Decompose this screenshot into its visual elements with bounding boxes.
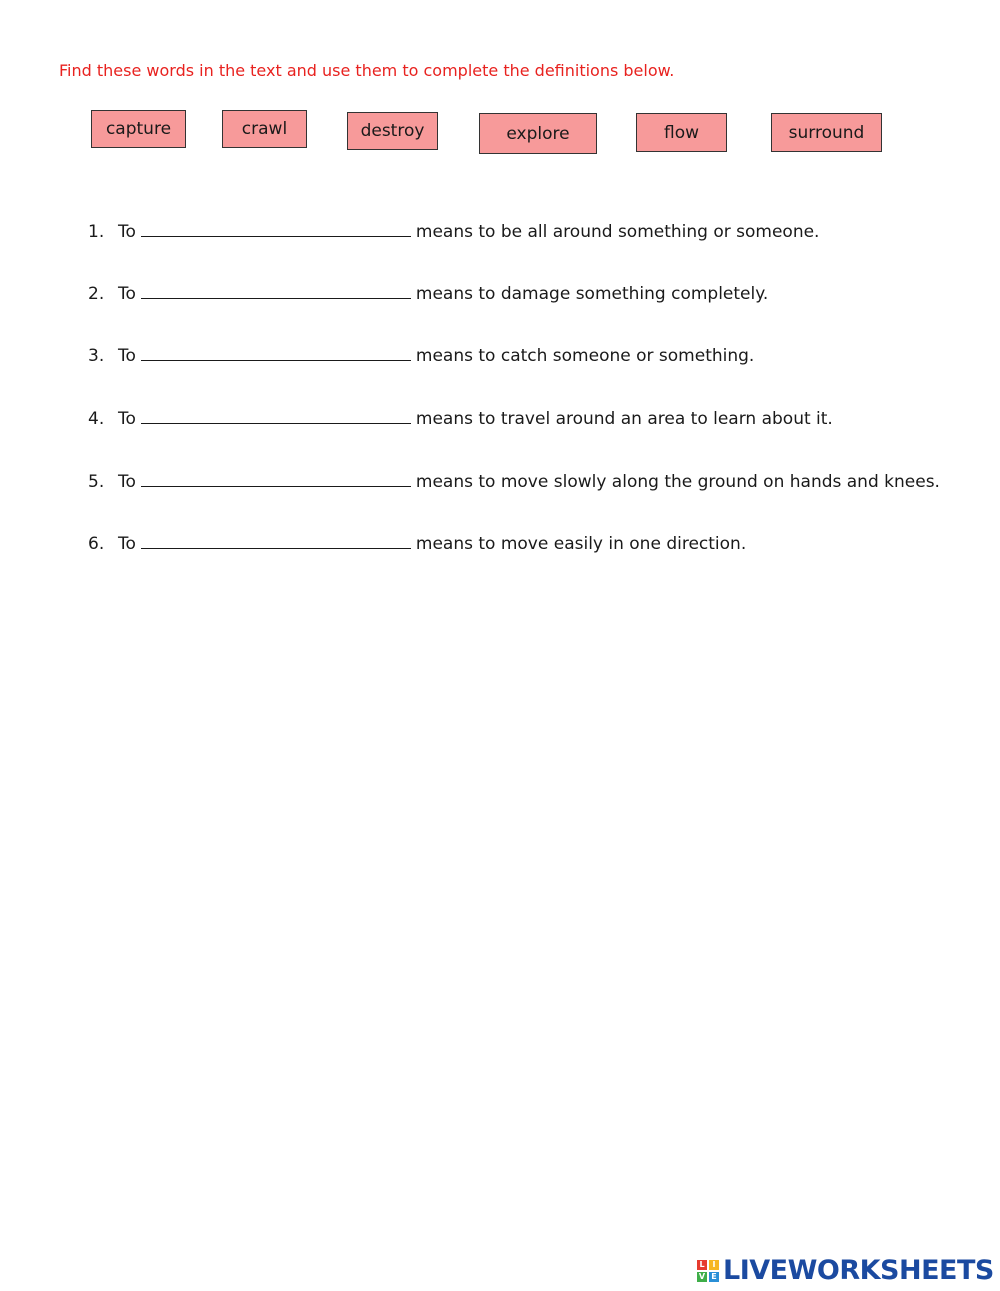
question-to: To <box>118 409 136 429</box>
question-3 <box>88 346 754 366</box>
question-1 <box>88 222 819 242</box>
question-2 <box>88 284 768 304</box>
question-text: means to damage something completely. <box>415 284 769 304</box>
question-to: To <box>118 472 136 492</box>
answer-blank-3[interactable] <box>141 346 411 361</box>
word-box-destroy[interactable]: destroy <box>347 112 438 150</box>
question-6 <box>88 534 746 554</box>
answer-blank-6[interactable] <box>141 534 411 549</box>
answer-blank-2[interactable] <box>141 284 411 299</box>
word-box-flow[interactable]: flow <box>636 113 727 152</box>
question-number: 1. <box>88 222 105 242</box>
question-number: 3. <box>88 346 105 366</box>
question-to: To <box>118 222 136 242</box>
answer-blank-5[interactable] <box>141 472 411 487</box>
question-to: To <box>118 284 136 304</box>
word-box-capture[interactable]: capture <box>91 110 186 148</box>
question-number: 4. <box>88 409 105 429</box>
question-text: means to move slowly along the ground on hands and knees. <box>415 472 940 492</box>
word-box-crawl[interactable]: crawl <box>222 110 307 148</box>
question-to: To <box>118 346 136 366</box>
question-to: To <box>118 534 136 554</box>
logo-text: LIVEWORKSHEETS <box>723 1255 994 1286</box>
logo-mark-letter: E <box>709 1272 719 1282</box>
question-number: 5. <box>88 472 105 492</box>
instruction-text: Find these words in the text and use them to complete the definitions below. <box>59 61 675 80</box>
answer-blank-4[interactable] <box>141 409 411 424</box>
logo-mark-icon <box>697 1260 719 1282</box>
question-number: 2. <box>88 284 105 304</box>
question-5 <box>88 472 940 492</box>
question-text: means to move easily in one direction. <box>415 534 747 554</box>
word-box-explore[interactable]: explore <box>479 113 597 154</box>
question-text: means to be all around something or someone. <box>415 222 820 242</box>
question-4 <box>88 409 833 429</box>
answer-blank-1[interactable] <box>141 222 411 237</box>
question-text: means to travel around an area to learn about it. <box>415 409 833 429</box>
logo-mark-letter: V <box>698 1271 706 1281</box>
logo-mark-letter: I <box>709 1260 719 1270</box>
liveworksheets-logo[interactable] <box>697 1255 994 1286</box>
logo-mark-letter: L <box>697 1260 707 1270</box>
word-box-surround[interactable]: surround <box>771 113 882 152</box>
question-number: 6. <box>88 534 105 554</box>
question-text: means to catch someone or something. <box>415 346 755 366</box>
